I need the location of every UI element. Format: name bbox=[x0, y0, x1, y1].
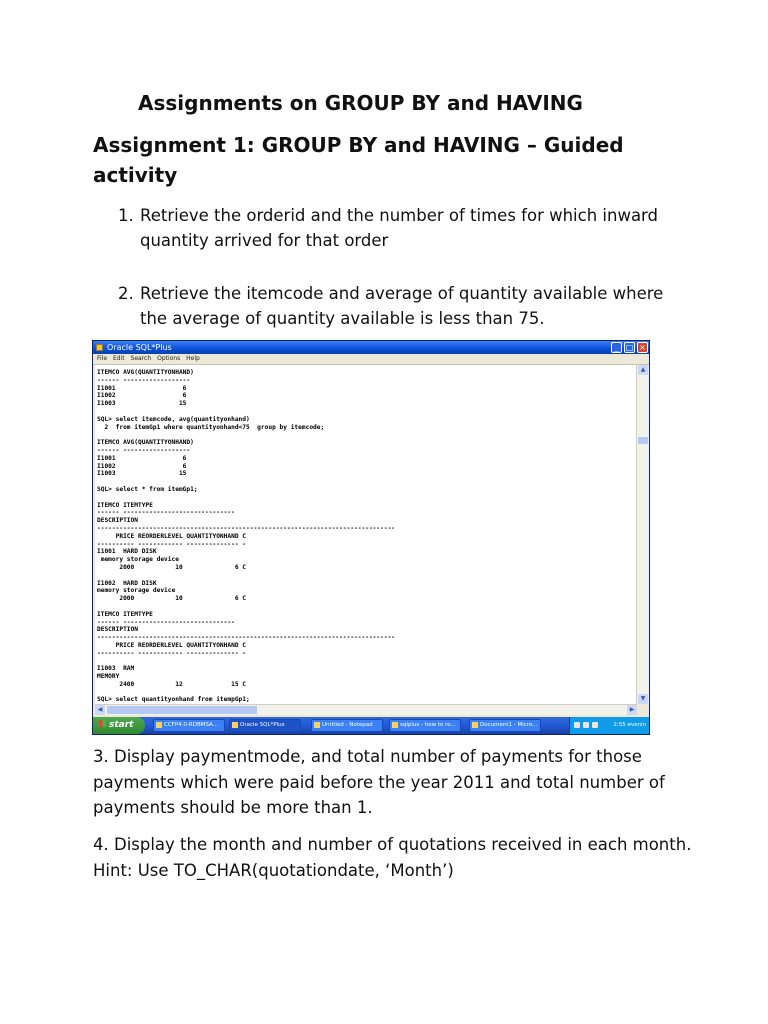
sqlplus-screenshot bbox=[92, 340, 650, 735]
console-line: I1003 15 bbox=[97, 400, 187, 408]
tray-icon[interactable] bbox=[592, 722, 598, 728]
taskbar-item-label: CCFP4.0-RDBMSA... bbox=[164, 722, 218, 728]
console-line: 2000 10 6 C bbox=[97, 595, 247, 603]
console-line: PRICE REORDERLEVEL QUANTITYONHAND C bbox=[97, 641, 247, 649]
menu-options[interactable]: Options bbox=[157, 355, 181, 362]
sql-console-output[interactable] bbox=[95, 365, 637, 704]
question-item-1 bbox=[118, 203, 678, 253]
console-line: SQL> select itemcode, avg(quantityonhand) bbox=[97, 415, 250, 423]
scroll-down-icon[interactable]: ▼ bbox=[638, 694, 648, 704]
task-icon bbox=[232, 722, 238, 728]
menu-edit[interactable]: Edit bbox=[112, 355, 125, 362]
console-line bbox=[97, 478, 635, 486]
task-icon bbox=[392, 722, 398, 728]
taskbar-item-label: Untitled - Notepad bbox=[322, 722, 373, 728]
question-text: Retrieve the itemcode and average of quantity available where the average of quantity available is less than 75. bbox=[140, 284, 664, 328]
console-line: ------ ------------------------------ bbox=[97, 509, 235, 517]
console-line: MEMORY bbox=[97, 673, 120, 681]
close-button[interactable]: × bbox=[637, 342, 648, 353]
task-icon bbox=[472, 722, 478, 728]
console-line: DESCRIPTION bbox=[97, 626, 138, 634]
console-line: -------------------------------------------------------------------------------- bbox=[97, 634, 396, 642]
taskbar-item[interactable] bbox=[389, 719, 461, 732]
question-item-2 bbox=[118, 281, 678, 331]
console-line: ------ ------------------ bbox=[97, 446, 191, 454]
menu-file[interactable]: File bbox=[97, 355, 108, 362]
console-line bbox=[97, 431, 635, 439]
console-line: I1001 HARD DISK bbox=[97, 548, 157, 556]
vertical-scrollbar[interactable] bbox=[636, 365, 649, 704]
taskbar-clock: 2:55 evenin bbox=[613, 722, 646, 728]
system-tray bbox=[569, 717, 649, 734]
oracle-app-icon bbox=[96, 344, 103, 351]
console-line bbox=[97, 494, 635, 502]
console-line: 2400 12 15 C bbox=[97, 680, 247, 688]
console-line: SQL> select * from itemGp1; bbox=[97, 485, 198, 493]
assignment-heading: Assignment 1: GROUP BY and HAVING – Guided activity bbox=[93, 133, 624, 187]
console-line: ---------- ------------ -------------- - bbox=[97, 649, 247, 657]
console-line bbox=[97, 408, 635, 416]
console-line: I1002 6 bbox=[97, 392, 187, 400]
console-line: 2 from itemGp1 where quantityonhand<75 group by itemcode; bbox=[97, 423, 325, 431]
console-line: -------------------------------------------------------------------------------- bbox=[97, 524, 396, 532]
tray-icon[interactable] bbox=[583, 722, 589, 728]
task-icon bbox=[156, 722, 162, 728]
console-line: ------ ------------------ bbox=[97, 376, 191, 384]
start-button[interactable] bbox=[93, 717, 145, 734]
console-line: I1003 RAM bbox=[97, 665, 135, 673]
taskbar-item-label: Oracle SQL*Plus bbox=[240, 722, 285, 728]
question-item-4: 4. Display the month and number of quotations received in each month. Hint: Use TO_CHAR(quotationdate, ‘Month’) bbox=[93, 835, 692, 880]
console-line: I1001 6 bbox=[97, 454, 187, 462]
console-line: 2000 10 6 C bbox=[97, 563, 247, 571]
window-titlebar bbox=[93, 341, 649, 354]
scroll-thumb-horizontal[interactable] bbox=[107, 706, 257, 714]
taskbar-item-label: Document1 - Micro... bbox=[480, 722, 538, 728]
console-line bbox=[97, 572, 635, 580]
console-line: PRICE REORDERLEVEL QUANTITYONHAND C bbox=[97, 532, 247, 540]
console-line: DESCRIPTION bbox=[97, 517, 138, 525]
tray-icon[interactable] bbox=[574, 722, 580, 728]
scroll-left-icon[interactable]: ◀ bbox=[95, 705, 105, 715]
console-line: I1001 6 bbox=[97, 384, 187, 392]
maximize-button[interactable]: □ bbox=[625, 343, 634, 352]
taskbar-item[interactable] bbox=[469, 719, 541, 732]
console-line: I1003 15 bbox=[97, 470, 187, 478]
question-text: Retrieve the orderid and the number of times for which inward quantity arrived for that order bbox=[140, 206, 659, 250]
console-line: ITEMCO AVG(QUANTITYONHAND) bbox=[97, 439, 194, 447]
console-line: ITEMCO AVG(QUANTITYONHAND) bbox=[97, 369, 194, 376]
console-line: memory storage device bbox=[97, 587, 176, 595]
menu-help[interactable]: Help bbox=[186, 355, 200, 362]
console-line: memory storage device bbox=[97, 556, 179, 564]
task-icon bbox=[314, 722, 320, 728]
windows-taskbar bbox=[93, 717, 649, 734]
console-line: ------ ------------------------------ bbox=[97, 618, 235, 626]
console-line: I1002 6 bbox=[97, 462, 187, 470]
console-line bbox=[97, 657, 635, 665]
document-title: Assignments on GROUP BY and HAVING bbox=[138, 91, 583, 115]
scroll-thumb[interactable] bbox=[638, 437, 648, 444]
scroll-right-icon[interactable]: ▶ bbox=[627, 705, 637, 715]
console-line: ITEMCO ITEMTYPE bbox=[97, 501, 153, 509]
start-label: start bbox=[109, 720, 134, 730]
taskbar-item-active[interactable] bbox=[229, 719, 301, 732]
minimize-button[interactable]: _ bbox=[611, 342, 622, 353]
taskbar-item[interactable] bbox=[153, 719, 225, 732]
taskbar-item[interactable] bbox=[311, 719, 383, 732]
menu-search[interactable]: Search bbox=[130, 355, 152, 362]
menu-bar bbox=[93, 354, 649, 365]
window-title: Oracle SQL*Plus bbox=[107, 343, 172, 352]
taskbar-item-label: sqlplus - how to ro... bbox=[400, 722, 456, 728]
question-number: 2. bbox=[118, 284, 134, 303]
console-line bbox=[97, 603, 635, 611]
console-line: ITEMCO ITEMTYPE bbox=[97, 610, 153, 618]
question-number: 1. bbox=[118, 206, 134, 225]
question-item-3: 3. Display paymentmode, and total number of payments for those payments which were paid before the year 2011 and total number of payments should be more than 1. bbox=[93, 747, 665, 817]
console-line: I1002 HARD DISK bbox=[97, 579, 157, 587]
scroll-up-icon[interactable]: ▲ bbox=[638, 365, 648, 375]
console-line: ---------- ------------ -------------- - bbox=[97, 540, 247, 548]
horizontal-scrollbar[interactable] bbox=[95, 704, 637, 715]
console-line: SQL> select quantityonhand from itempGp1; bbox=[97, 696, 250, 704]
windows-logo-icon bbox=[99, 720, 106, 727]
